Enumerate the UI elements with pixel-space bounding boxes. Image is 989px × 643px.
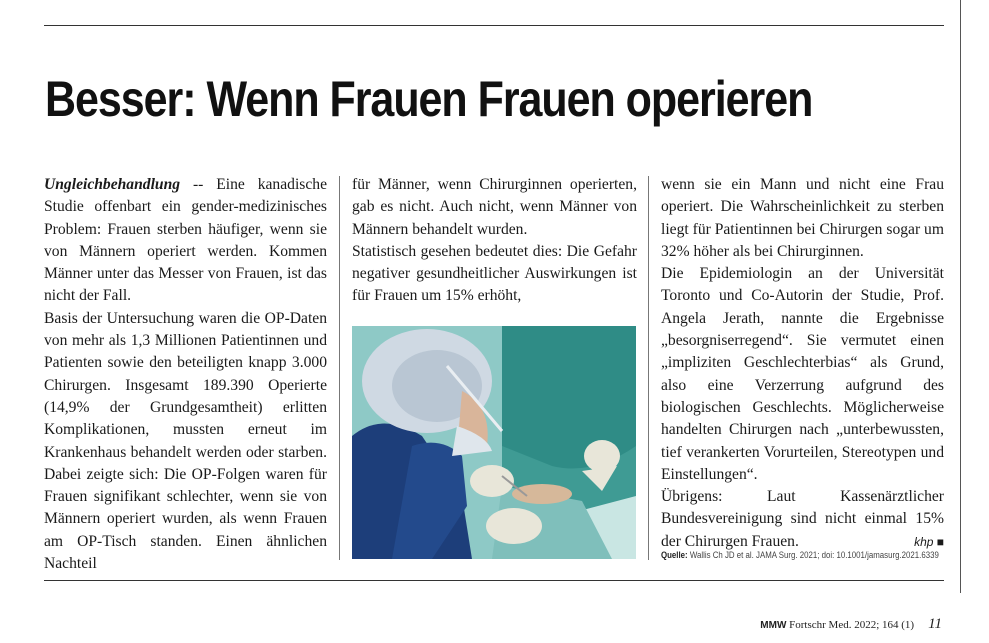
column-divider xyxy=(648,176,649,560)
page-footer xyxy=(760,616,942,633)
paragraph: Basis der Untersuchung waren die OP-Daten von mehr als 1,3 Millionen Patientinnen und Patienten sowie den beteiligten knapp 3.000 Chirurgen. Insgesamt 189.390 Operierte (14,9% der Grundgesamtheit) erlitten Komplikationen, mussten erneut im Krankenhaus behandelt werden oder starben. Dabei zeigte sich: Die OP-Folgen waren für Frauen signifikant schlechter, wenn sie von Männern operiert wurden, als wenn Frauen am OP-Tisch standen. Einen ähnlichen Nachteil xyxy=(44,309,327,573)
intro-text: -- Eine kanadische Studie offenbart ein gender-medizinisches Problem: Frauen sterben häufiger, wenn sie von Männern operiert werden. Kommen Männer unter das Messer von Frauen, ist das nicht der Fall. xyxy=(44,176,327,305)
paragraph: Statistisch gesehen bedeutet dies: Die Gefahr negativer gesundheitlicher Auswirkungen ist für Frauen um 15% erhöht, xyxy=(352,242,637,305)
closing-text: Übrigens: Laut Kassenärztlicher Bundesvereinigung sind nicht einmal 15% der Chirurgen Frauen. xyxy=(661,488,944,550)
paragraph: für Männer, wenn Chirurginnen operierten, gab es nicht. Auch nicht, wenn Männer von Männern behandelt wurden. xyxy=(352,176,637,238)
source-citation xyxy=(661,550,939,561)
article-title: Besser: Wenn Frauen Frauen operieren xyxy=(45,71,813,127)
source-text: Wallis Ch JD et al. JAMA Surg. 2021; doi: 10.1001/jamasurg.2021.6339 xyxy=(687,550,939,561)
top-rule xyxy=(44,25,944,26)
paragraph xyxy=(661,486,944,553)
journal-name: MMW xyxy=(760,620,787,631)
column-divider xyxy=(339,176,340,560)
column-2 xyxy=(352,174,637,308)
bottom-rule xyxy=(44,580,944,581)
paragraph xyxy=(44,174,327,308)
author-signature: khp ■ xyxy=(914,534,944,549)
right-margin-line xyxy=(960,0,961,593)
source-label: Quelle: xyxy=(661,550,688,561)
surgery-photo xyxy=(352,326,636,559)
lead-word: Ungleichbehandlung xyxy=(44,176,181,193)
page-number: 11 xyxy=(928,616,942,632)
column-3 xyxy=(661,174,944,553)
paragraph: Die Epidemiologin an der Universität Toronto und Co-Autorin der Studie, Prof. Angela Jerath, nannte die Ergebnisse „besorgniserregend“. Sie vermutet einen „impliziten Geschlechterbias“ als Grund, also eine Verzerrung aufgrund des biologischen Geschlechts. Möglicherweise handelten Chirurgen nach „unterbewussten, tief verankerten Vorurteilen, Stereotypen und Einstellungen“. xyxy=(661,265,944,483)
column-1 xyxy=(44,174,327,575)
journal-citation: Fortschr Med. 2022; 164 (1) xyxy=(786,619,915,631)
paragraph: wenn sie ein Mann und nicht eine Frau operiert. Die Wahrscheinlichkeit zu sterben liegt für Patientinnen bei Chirurgen sogar um 32% höher als bei Chirurginnen. xyxy=(661,176,944,260)
